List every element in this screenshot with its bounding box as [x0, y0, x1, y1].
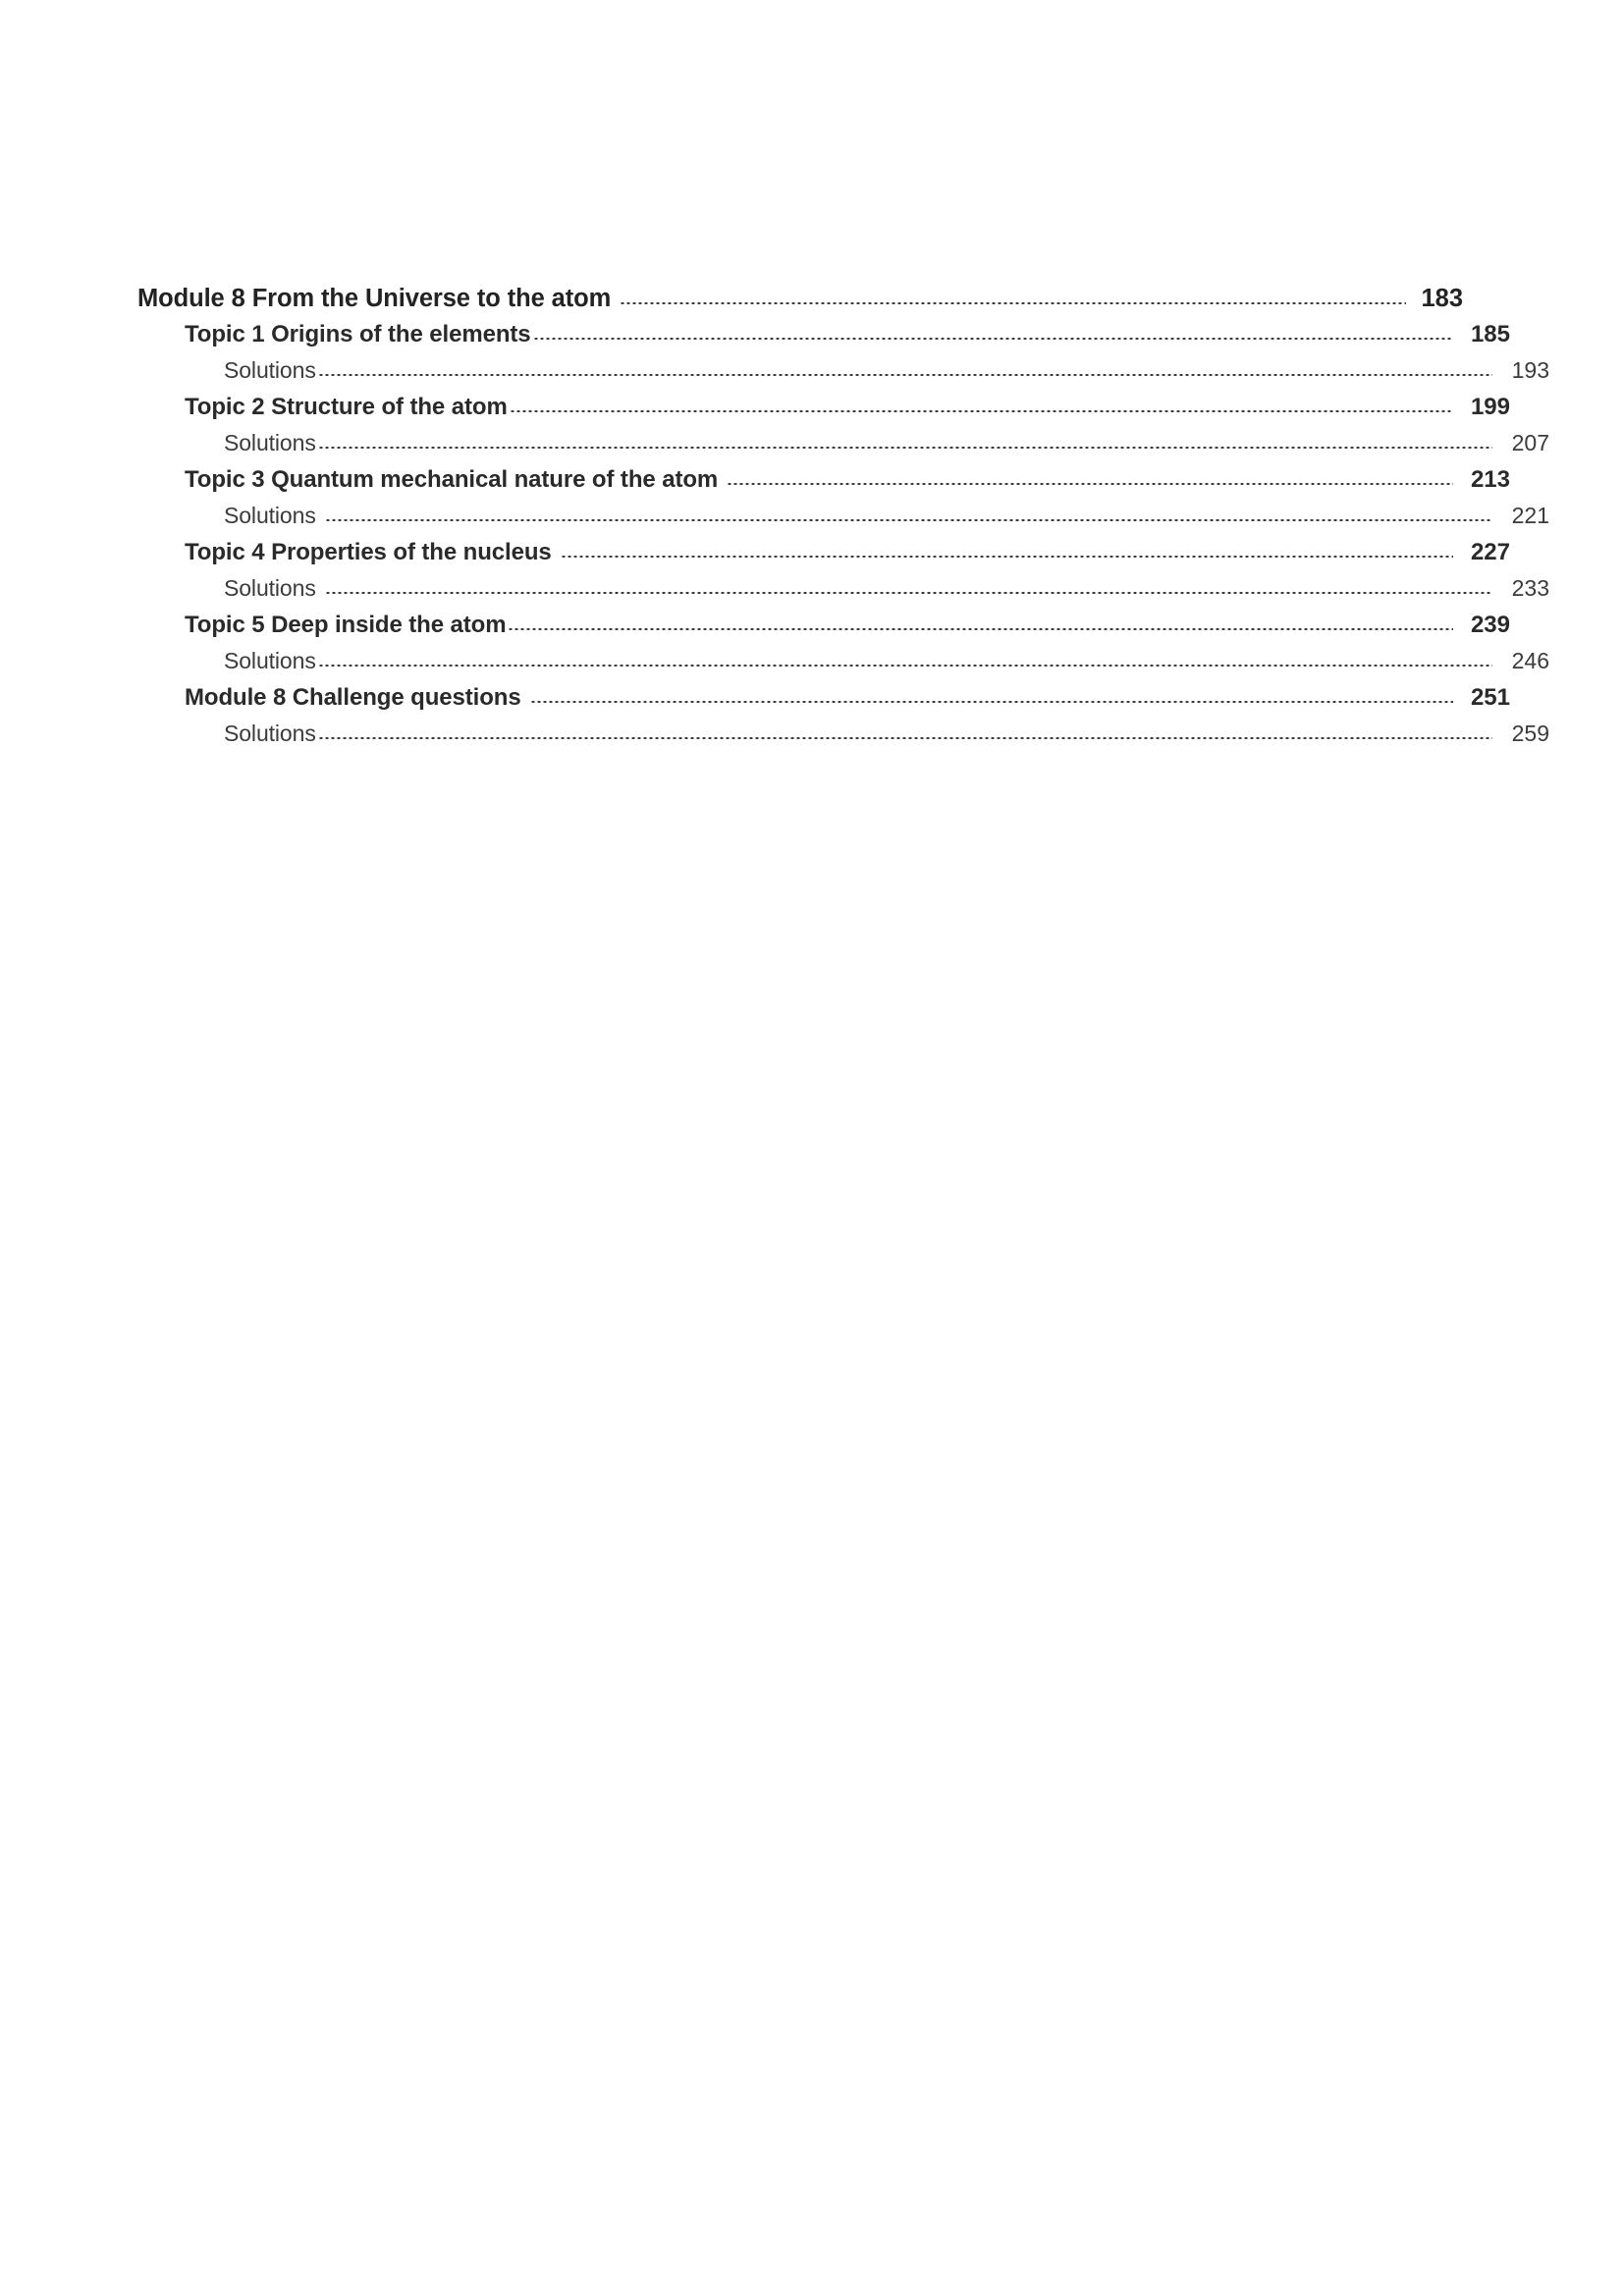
- toc-entry-page-number: 246: [1511, 648, 1549, 673]
- toc-dot-leader: [508, 616, 1453, 632]
- toc-entry-page-number: 227: [1470, 539, 1510, 565]
- toc-dot-leader: [510, 399, 1453, 414]
- toc-entry-label: Solutions: [224, 357, 316, 383]
- toc-entry-solution[interactable]: [224, 575, 1549, 612]
- toc-entry-label: Module 8 From the Universe to the atom: [137, 285, 612, 312]
- toc-entry-label: Topic 3 Quantum mechanical nature of the atom: [185, 466, 719, 493]
- toc-entry-page-number: 193: [1511, 357, 1549, 383]
- toc-entry-page-number: 251: [1470, 684, 1510, 711]
- toc-entry-label: Module 8 Challenge questions: [185, 684, 521, 711]
- toc-entry-page-number: 239: [1470, 612, 1510, 638]
- toc-dot-leader: [318, 362, 1492, 378]
- toc-entry-label: Solutions: [224, 503, 316, 528]
- toc-entry-page-number: 233: [1511, 575, 1549, 601]
- toc-entry-label: Topic 1 Origins of the elements: [185, 321, 531, 347]
- toc-entry-page-number: 221: [1511, 503, 1549, 528]
- toc-dot-leader: [325, 507, 1492, 523]
- toc-dot-leader: [530, 689, 1453, 705]
- toc-entry-solution[interactable]: [224, 648, 1549, 684]
- toc-entry-label: Solutions: [224, 575, 316, 601]
- toc-entry-page-number: 207: [1511, 430, 1549, 455]
- toc-entry-label: Solutions: [224, 648, 316, 673]
- toc-entry-page-number: 213: [1470, 466, 1510, 493]
- toc-entry-page-number: 259: [1511, 721, 1549, 746]
- toc-dot-leader: [318, 653, 1492, 668]
- toc-entry-topic[interactable]: [185, 684, 1510, 721]
- toc-entry-topic[interactable]: [185, 321, 1510, 357]
- toc-entry-module[interactable]: [137, 285, 1463, 321]
- toc-dot-leader: [620, 291, 1406, 306]
- toc-entry-label: Topic 2 Structure of the atom: [185, 394, 508, 420]
- toc-entry-topic[interactable]: [185, 612, 1510, 648]
- toc-entry-label: Topic 4 Properties of the nucleus: [185, 539, 552, 565]
- toc-entry-solution[interactable]: [224, 357, 1549, 394]
- toc-entry-solution[interactable]: [224, 430, 1549, 466]
- toc-entry-page-number: 185: [1470, 321, 1510, 347]
- toc-entry-page-number: 199: [1470, 394, 1510, 420]
- toc-dot-leader: [318, 435, 1492, 451]
- toc-dot-leader: [727, 471, 1453, 487]
- toc-dot-leader: [533, 326, 1453, 342]
- toc-entry-topic[interactable]: [185, 539, 1510, 575]
- toc-dot-leader: [561, 544, 1453, 560]
- toc-dot-leader: [318, 725, 1492, 741]
- table-of-contents: [137, 285, 1549, 757]
- toc-entry-topic[interactable]: [185, 394, 1510, 430]
- toc-entry-solution[interactable]: [224, 721, 1549, 757]
- toc-entry-solution[interactable]: [224, 503, 1549, 539]
- toc-entry-topic[interactable]: [185, 466, 1510, 503]
- toc-entry-label: Topic 5 Deep inside the atom: [185, 612, 507, 638]
- toc-entry-page-number: 183: [1421, 285, 1463, 312]
- toc-entry-label: Solutions: [224, 430, 316, 455]
- toc-dot-leader: [325, 580, 1492, 596]
- toc-entry-label: Solutions: [224, 721, 316, 746]
